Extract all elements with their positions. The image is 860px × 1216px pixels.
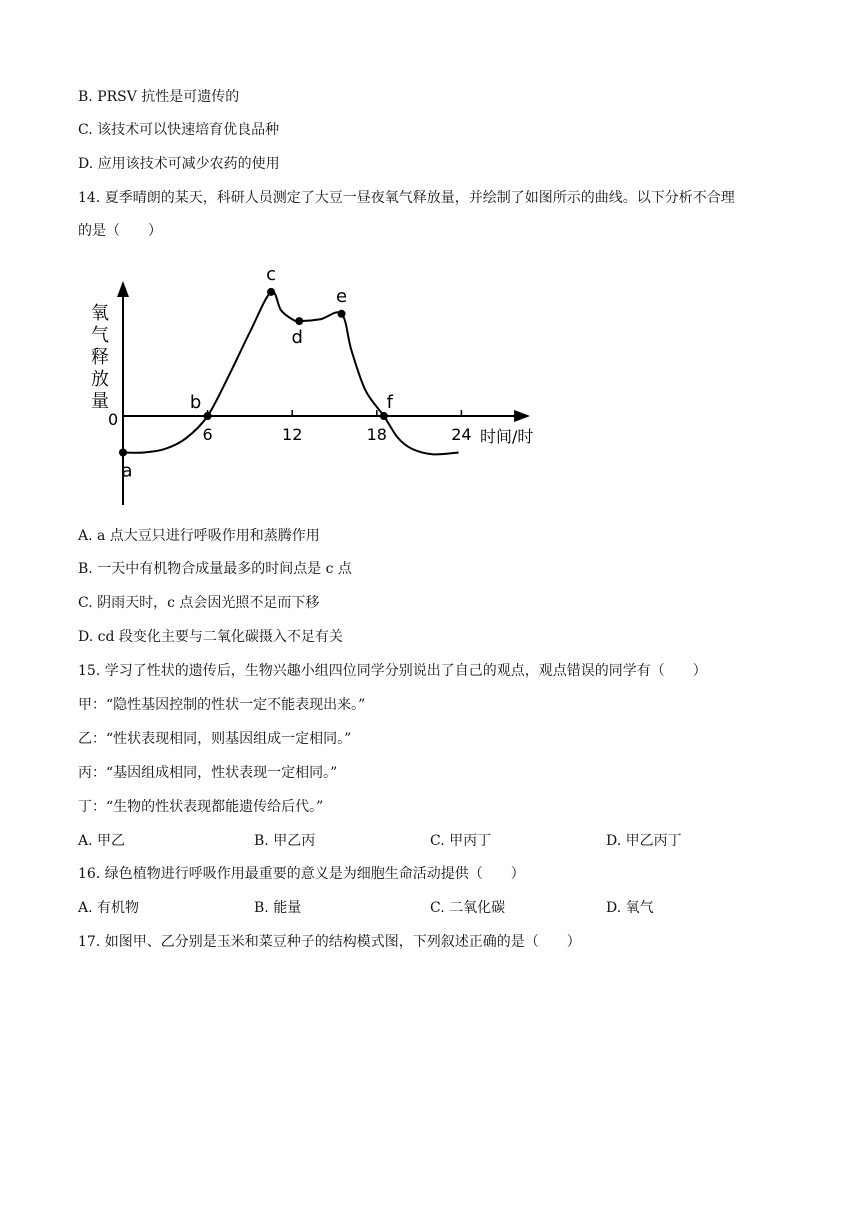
q14-stem-line1: 14. 夏季晴朗的某天，科研人员测定了大豆一昼夜氧气释放量，并绘制了如图所示的曲线。以下分析不合理 xyxy=(78,190,735,206)
point-label-f: f xyxy=(386,392,394,413)
point-f xyxy=(380,412,388,420)
q15-statement-ding: 丁：“生物的性状表现都能遗传给后代。” xyxy=(78,799,324,815)
x-tick-label: 24 xyxy=(451,425,472,444)
point-label-b: b xyxy=(189,392,202,413)
x-tick-label: 18 xyxy=(366,425,387,444)
q16-option-a: A. 有机物 xyxy=(78,900,140,916)
point-b xyxy=(204,412,212,420)
oxygen-release-chart xyxy=(78,255,558,510)
x-tick-label: 6 xyxy=(202,425,213,444)
y-axis-label-char: 释 xyxy=(91,347,109,368)
point-c xyxy=(267,288,275,296)
q13-option-d: D. 应用该技术可减少农药的使用 xyxy=(78,156,280,172)
q15-statement-yi: 乙：“性状表现相同，则基因组成一定相同。” xyxy=(78,731,352,747)
q16-option-b: B. 能量 xyxy=(254,900,302,916)
q15-option-a: A. 甲乙 xyxy=(78,833,126,849)
y-axis-label-char: 量 xyxy=(91,391,109,412)
x-tick-label: 12 xyxy=(282,425,303,444)
point-label-e: e xyxy=(336,285,348,307)
q15-statement-jia: 甲：“隐性基因控制的性状一定不能表现出来。” xyxy=(78,697,366,713)
y-axis-label xyxy=(91,303,109,412)
q15-statement-bing: 丙：“基因组成相同，性状表现一定相同。” xyxy=(78,765,338,781)
x-axis-label: 时间/时 xyxy=(480,427,534,446)
q14-stem-line2: 的是（ ） xyxy=(78,223,162,239)
q15-option-d: D. 甲乙丙丁 xyxy=(606,833,682,849)
q13-option-b: B. PRSV 抗性是可遗传的 xyxy=(78,89,240,105)
y-axis-label-char: 氧 xyxy=(91,303,109,324)
q16-option-c: C. 二氧化碳 xyxy=(430,900,506,916)
q15-option-b: B. 甲乙丙 xyxy=(254,833,316,849)
q16-option-d: D. 氧气 xyxy=(606,900,654,916)
q14-option-c: C. 阴雨天时，c 点会因光照不足而下移 xyxy=(78,595,320,611)
y-axis-label-char: 放 xyxy=(91,369,109,390)
point-label-d: d xyxy=(291,327,303,349)
x-axis-arrow xyxy=(514,410,530,422)
y-axis-arrow xyxy=(117,281,129,297)
y-axis-label-char: 气 xyxy=(91,325,109,346)
point-e xyxy=(338,310,346,318)
q16-stem: 16. 绿色植物进行呼吸作用最重要的意义是为细胞生命活动提供（ ） xyxy=(78,866,525,882)
q15-stem: 15. 学习了性状的遗传后，生物兴趣小组四位同学分别说出了自己的观点，观点错误的同学有（ ） xyxy=(78,663,707,679)
origin-label: 0 xyxy=(108,410,119,429)
q14-option-a: A. a 点大豆只进行呼吸作用和蒸腾作用 xyxy=(78,528,320,544)
point-label-a: a xyxy=(121,460,133,482)
q14-option-d: D. cd 段变化主要与二氧化碳摄入不足有关 xyxy=(78,629,343,645)
q17-stem: 17. 如图甲、乙分别是玉米和菜豆种子的结构模式图，下列叙述正确的是（ ） xyxy=(78,934,581,950)
q14-option-b: B. 一天中有机物合成量最多的时间点是 c 点 xyxy=(78,561,352,577)
q15-option-c: C. 甲丙丁 xyxy=(430,833,492,849)
point-d xyxy=(295,317,303,325)
point-label-c: c xyxy=(266,263,277,285)
point-a xyxy=(119,449,127,457)
q13-option-c: C. 该技术可以快速培育优良品种 xyxy=(78,122,280,138)
